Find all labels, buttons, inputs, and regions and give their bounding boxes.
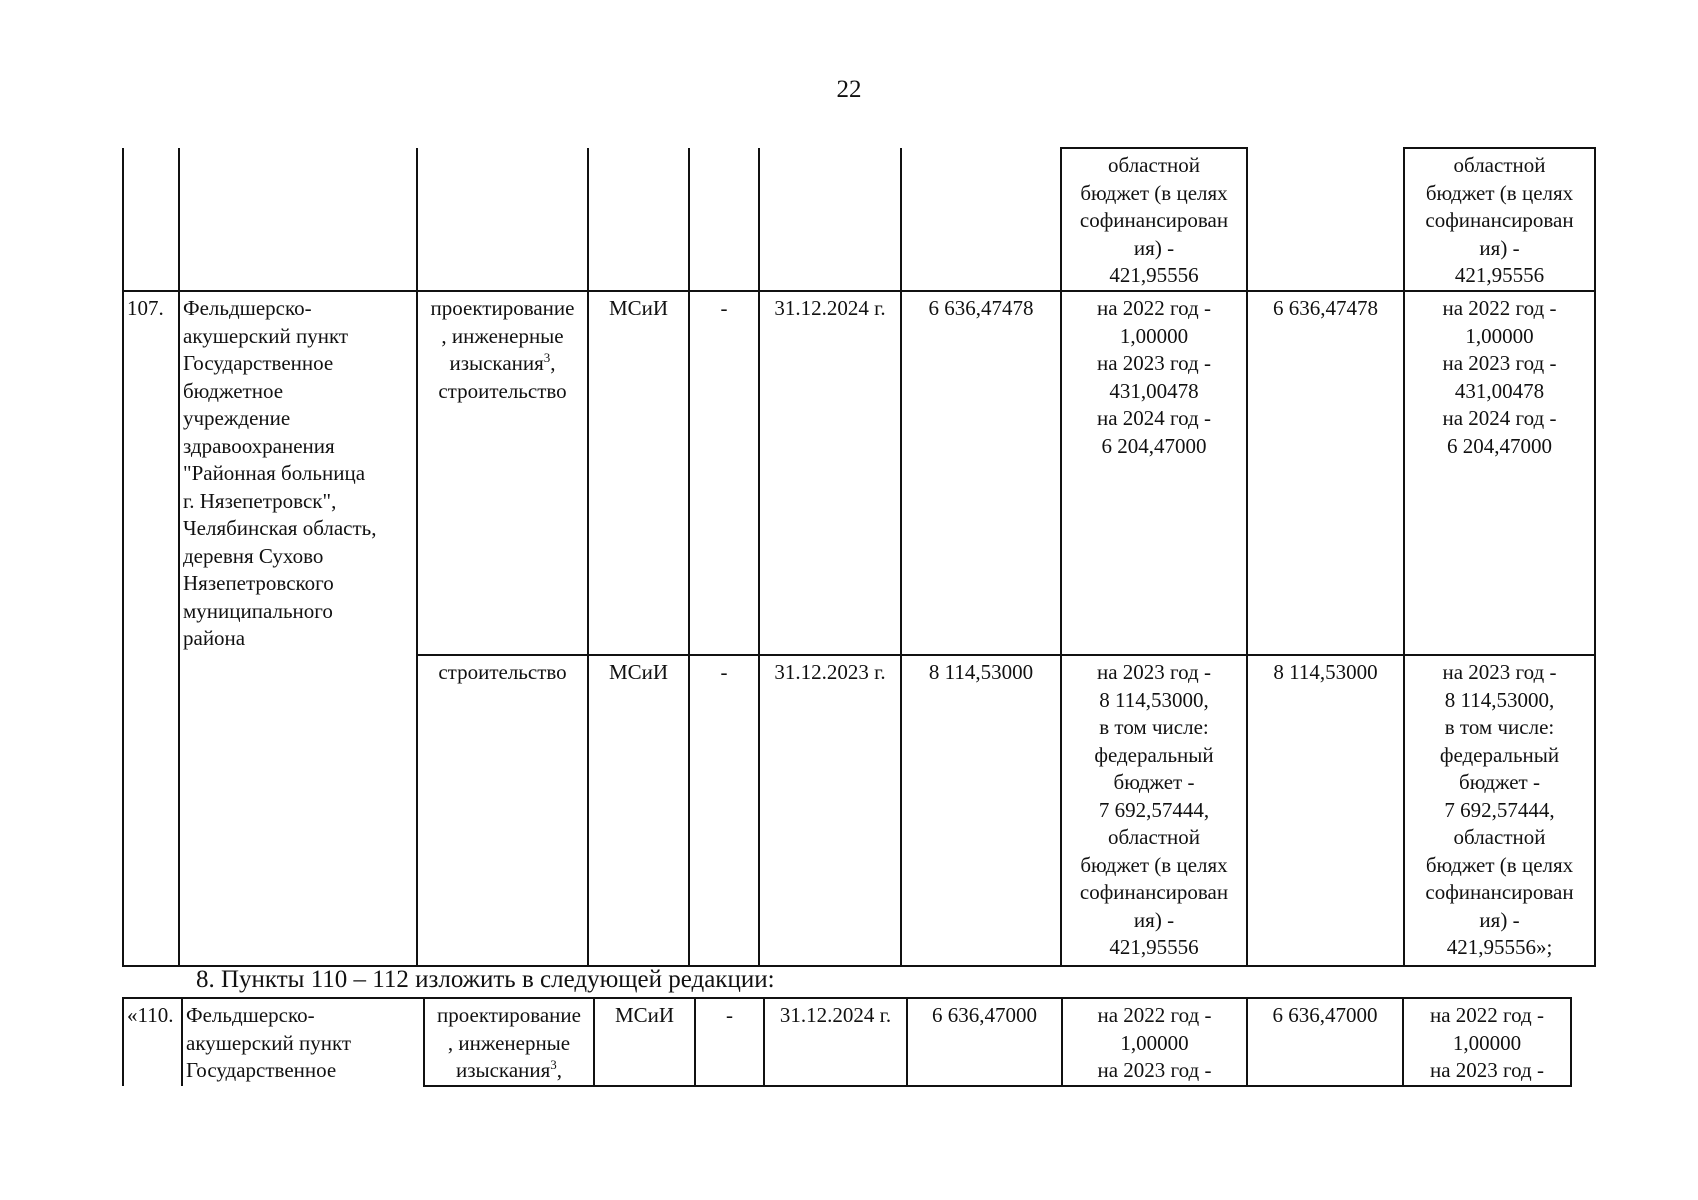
cell-funding-2: на 2023 год - 8 114,53000, в том числе: федеральный бюджет - 7 692,57444, областной бюджет (в целях софинансирован ия) - 421,95556 — [1061, 655, 1247, 966]
cell-funding-3: на 2022 год - 1,00000 на 2023 год - — [1403, 998, 1571, 1086]
cell-number: 107. — [123, 291, 179, 655]
cell-number: «110. — [123, 998, 182, 1086]
cell-dash — [689, 148, 759, 291]
cell-cost: 6 636,47478 — [901, 291, 1061, 655]
cell-cost — [901, 148, 1061, 291]
cell-work-type: строительство — [417, 655, 588, 966]
page-number: 22 — [836, 76, 862, 103]
cell-date — [759, 148, 901, 291]
cell-customer: МСиИ — [594, 998, 695, 1086]
cell-object-name: Фельдшерско- акушерский пункт Государственное — [182, 998, 424, 1086]
cell-cost-3: 6 636,47478 — [1247, 291, 1404, 655]
table-row-110 — [123, 998, 1571, 1086]
cell-customer: МСиИ — [588, 655, 689, 966]
table-row-107-a — [123, 291, 1595, 655]
cell-dash: - — [695, 998, 764, 1086]
cell-funding-3: областной бюджет (в целях софинансирован ия) - 421,95556 — [1404, 148, 1595, 291]
cell-funding-2: на 2022 год - 1,00000 на 2023 год - — [1062, 998, 1247, 1086]
cell-cost: 8 114,53000 — [901, 655, 1061, 966]
cell-work-type — [417, 148, 588, 291]
cell-object-name: Фельдшерско- акушерский пункт Государственное бюджетное учреждение здравоохранения "Районная больница г. Нязепетровск", Челябинская область, деревня Сухово Нязепетровского муниципального района — [179, 291, 417, 966]
cell-dash: - — [689, 655, 759, 966]
cell-work-type: проектирование , инженерные изыскания$^3$, строительство — [417, 291, 588, 655]
cell-number — [123, 655, 179, 966]
cell-work-type: проектирование , инженерные изыскания$^3$, — [424, 998, 594, 1086]
cell-cost-3: 8 114,53000 — [1247, 655, 1404, 966]
cell-customer — [588, 148, 689, 291]
cell-cost-3: 6 636,47000 — [1247, 998, 1403, 1086]
cell-date: 31.12.2024 г. — [764, 998, 907, 1086]
cell-date: 31.12.2023 г. — [759, 655, 901, 966]
cell-number — [123, 148, 179, 291]
table-row-continuation — [123, 148, 1595, 291]
cell-funding-2: на 2022 год - 1,00000 на 2023 год - 431,00478 на 2024 год - 6 204,47000 — [1061, 291, 1247, 655]
cell-object-name — [179, 148, 417, 291]
objects-table-continued — [122, 147, 1596, 967]
cell-customer: МСиИ — [588, 291, 689, 655]
cell-date: 31.12.2024 г. — [759, 291, 901, 655]
section-heading: 8. Пункты 110 – 112 изложить в следующей редакции: — [196, 966, 775, 993]
cell-cost-3 — [1247, 148, 1404, 291]
cell-funding-2: областной бюджет (в целях софинансирован ия) - 421,95556 — [1061, 148, 1247, 291]
objects-table-new — [122, 997, 1572, 1087]
cell-cost: 6 636,47000 — [907, 998, 1062, 1086]
cell-funding-3: на 2022 год - 1,00000 на 2023 год - 431,00478 на 2024 год - 6 204,47000 — [1404, 291, 1595, 655]
cell-dash: - — [689, 291, 759, 655]
cell-funding-3: на 2023 год - 8 114,53000, в том числе: федеральный бюджет - 7 692,57444, областной бюджет (в целях софинансирован ия) - 421,95556»; — [1404, 655, 1595, 966]
